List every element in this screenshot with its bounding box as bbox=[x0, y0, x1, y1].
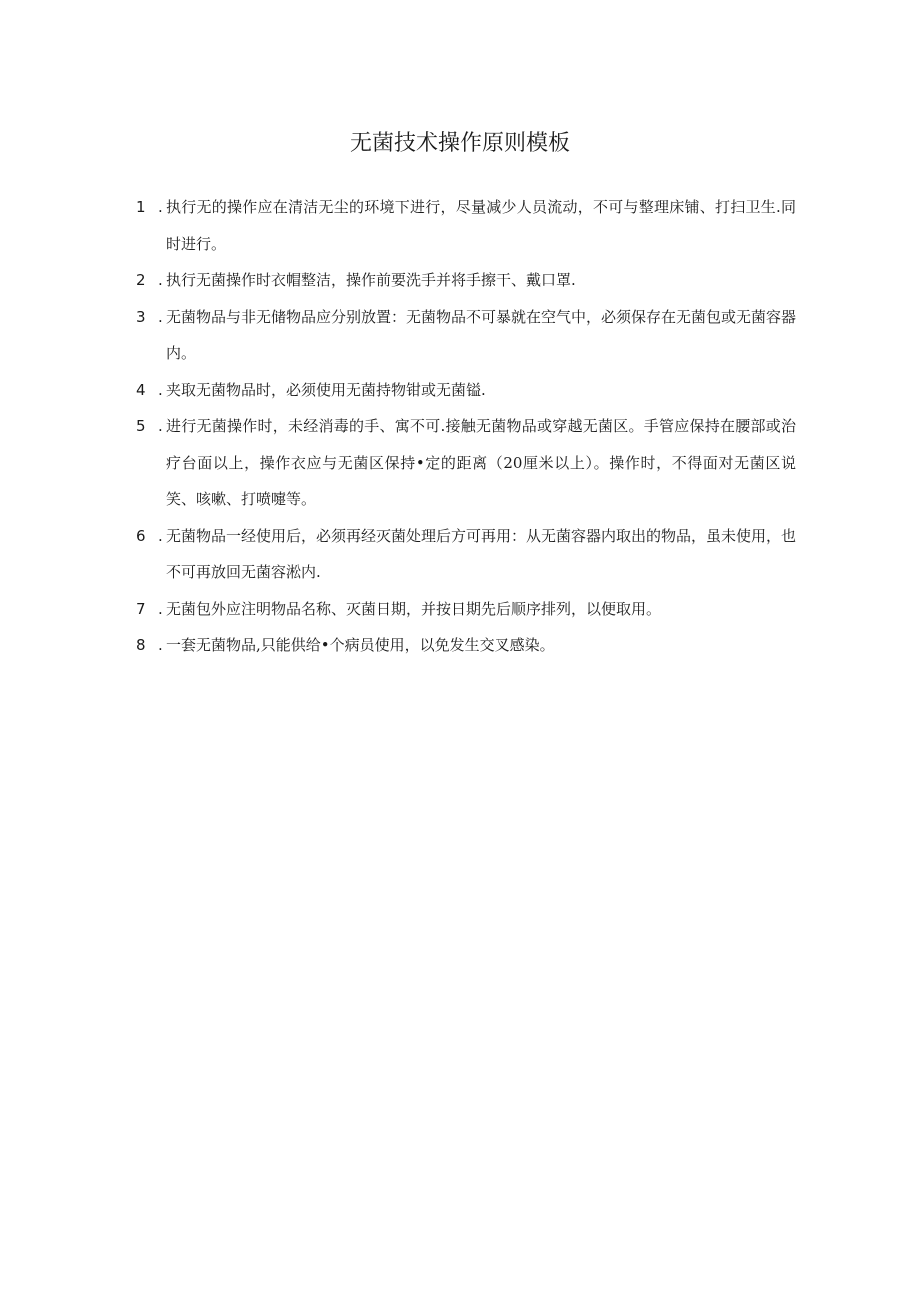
list-item bbox=[136, 372, 796, 409]
rule-number: 1 bbox=[136, 198, 146, 216]
list-item bbox=[136, 408, 796, 518]
list-item bbox=[136, 627, 796, 664]
rule-separator: . bbox=[158, 599, 163, 618]
document-title: 无菌技术操作原则模板 bbox=[349, 131, 570, 156]
rule-number: 2 bbox=[136, 271, 146, 289]
rule-text: 执行无的操作应在清洁无尘的环境下进行，尽量减少人员流动，不可与整理床铺、打扫卫生.同时进行。 bbox=[166, 198, 796, 253]
list-item bbox=[136, 591, 796, 628]
rule-separator: . bbox=[158, 417, 163, 435]
rule-number: 7 bbox=[136, 599, 146, 618]
rule-separator: . bbox=[158, 307, 163, 326]
rule-text: 夹取无菌物品时，必须使用无菌持物钳或无菌镒. bbox=[166, 380, 486, 399]
rule-text: 执行无菌操作时衣帽整洁，操作前要洗手并将手擦干、戴口罩. bbox=[166, 271, 576, 289]
rule-separator: . bbox=[158, 271, 163, 289]
list-item bbox=[136, 189, 796, 262]
rule-text: 无菌物品与非无储物品应分别放置：无菌物品不可暴就在空气中，必须保存在无菌包或无菌容器内。 bbox=[166, 307, 797, 362]
rule-number: 5 bbox=[136, 417, 146, 435]
rule-separator: . bbox=[158, 636, 163, 654]
rule-text: 无菌物品一经使用后，必须再经灭菌处理后方可再用：从无菌容器内取出的物品，虽未使用，也不可再放回无菌容淞内. bbox=[166, 526, 797, 581]
rule-text: 一套无菌物品,只能供给•个病员使用，以免发生交叉感染。 bbox=[166, 636, 555, 654]
rule-number: 4 bbox=[136, 380, 146, 399]
list-item bbox=[136, 262, 796, 299]
rule-separator: . bbox=[158, 380, 163, 399]
rule-text: 进行无菌操作时，未经消毒的手、寓不可.接触无菌物品或穿越无菌区。手管应保持在腰部或治疗台面以上，操作衣应与无菌区保持•定的距离（20厘米以上）。操作时，不得面对无菌区说笑、咳嗽、打喷嚏等。 bbox=[166, 417, 796, 508]
rule-number: 8 bbox=[136, 636, 146, 654]
list-item bbox=[136, 518, 796, 591]
rule-separator: . bbox=[158, 526, 163, 545]
rules-list bbox=[136, 189, 796, 664]
rule-separator: . bbox=[158, 198, 163, 216]
rule-number: 6 bbox=[136, 526, 146, 545]
rule-text: 无菌包外应注明物品名称、灭菌日期，并按日期先后顺序排列，以便取用。 bbox=[166, 599, 662, 618]
list-item bbox=[136, 299, 796, 372]
rule-number: 3 bbox=[136, 307, 146, 326]
